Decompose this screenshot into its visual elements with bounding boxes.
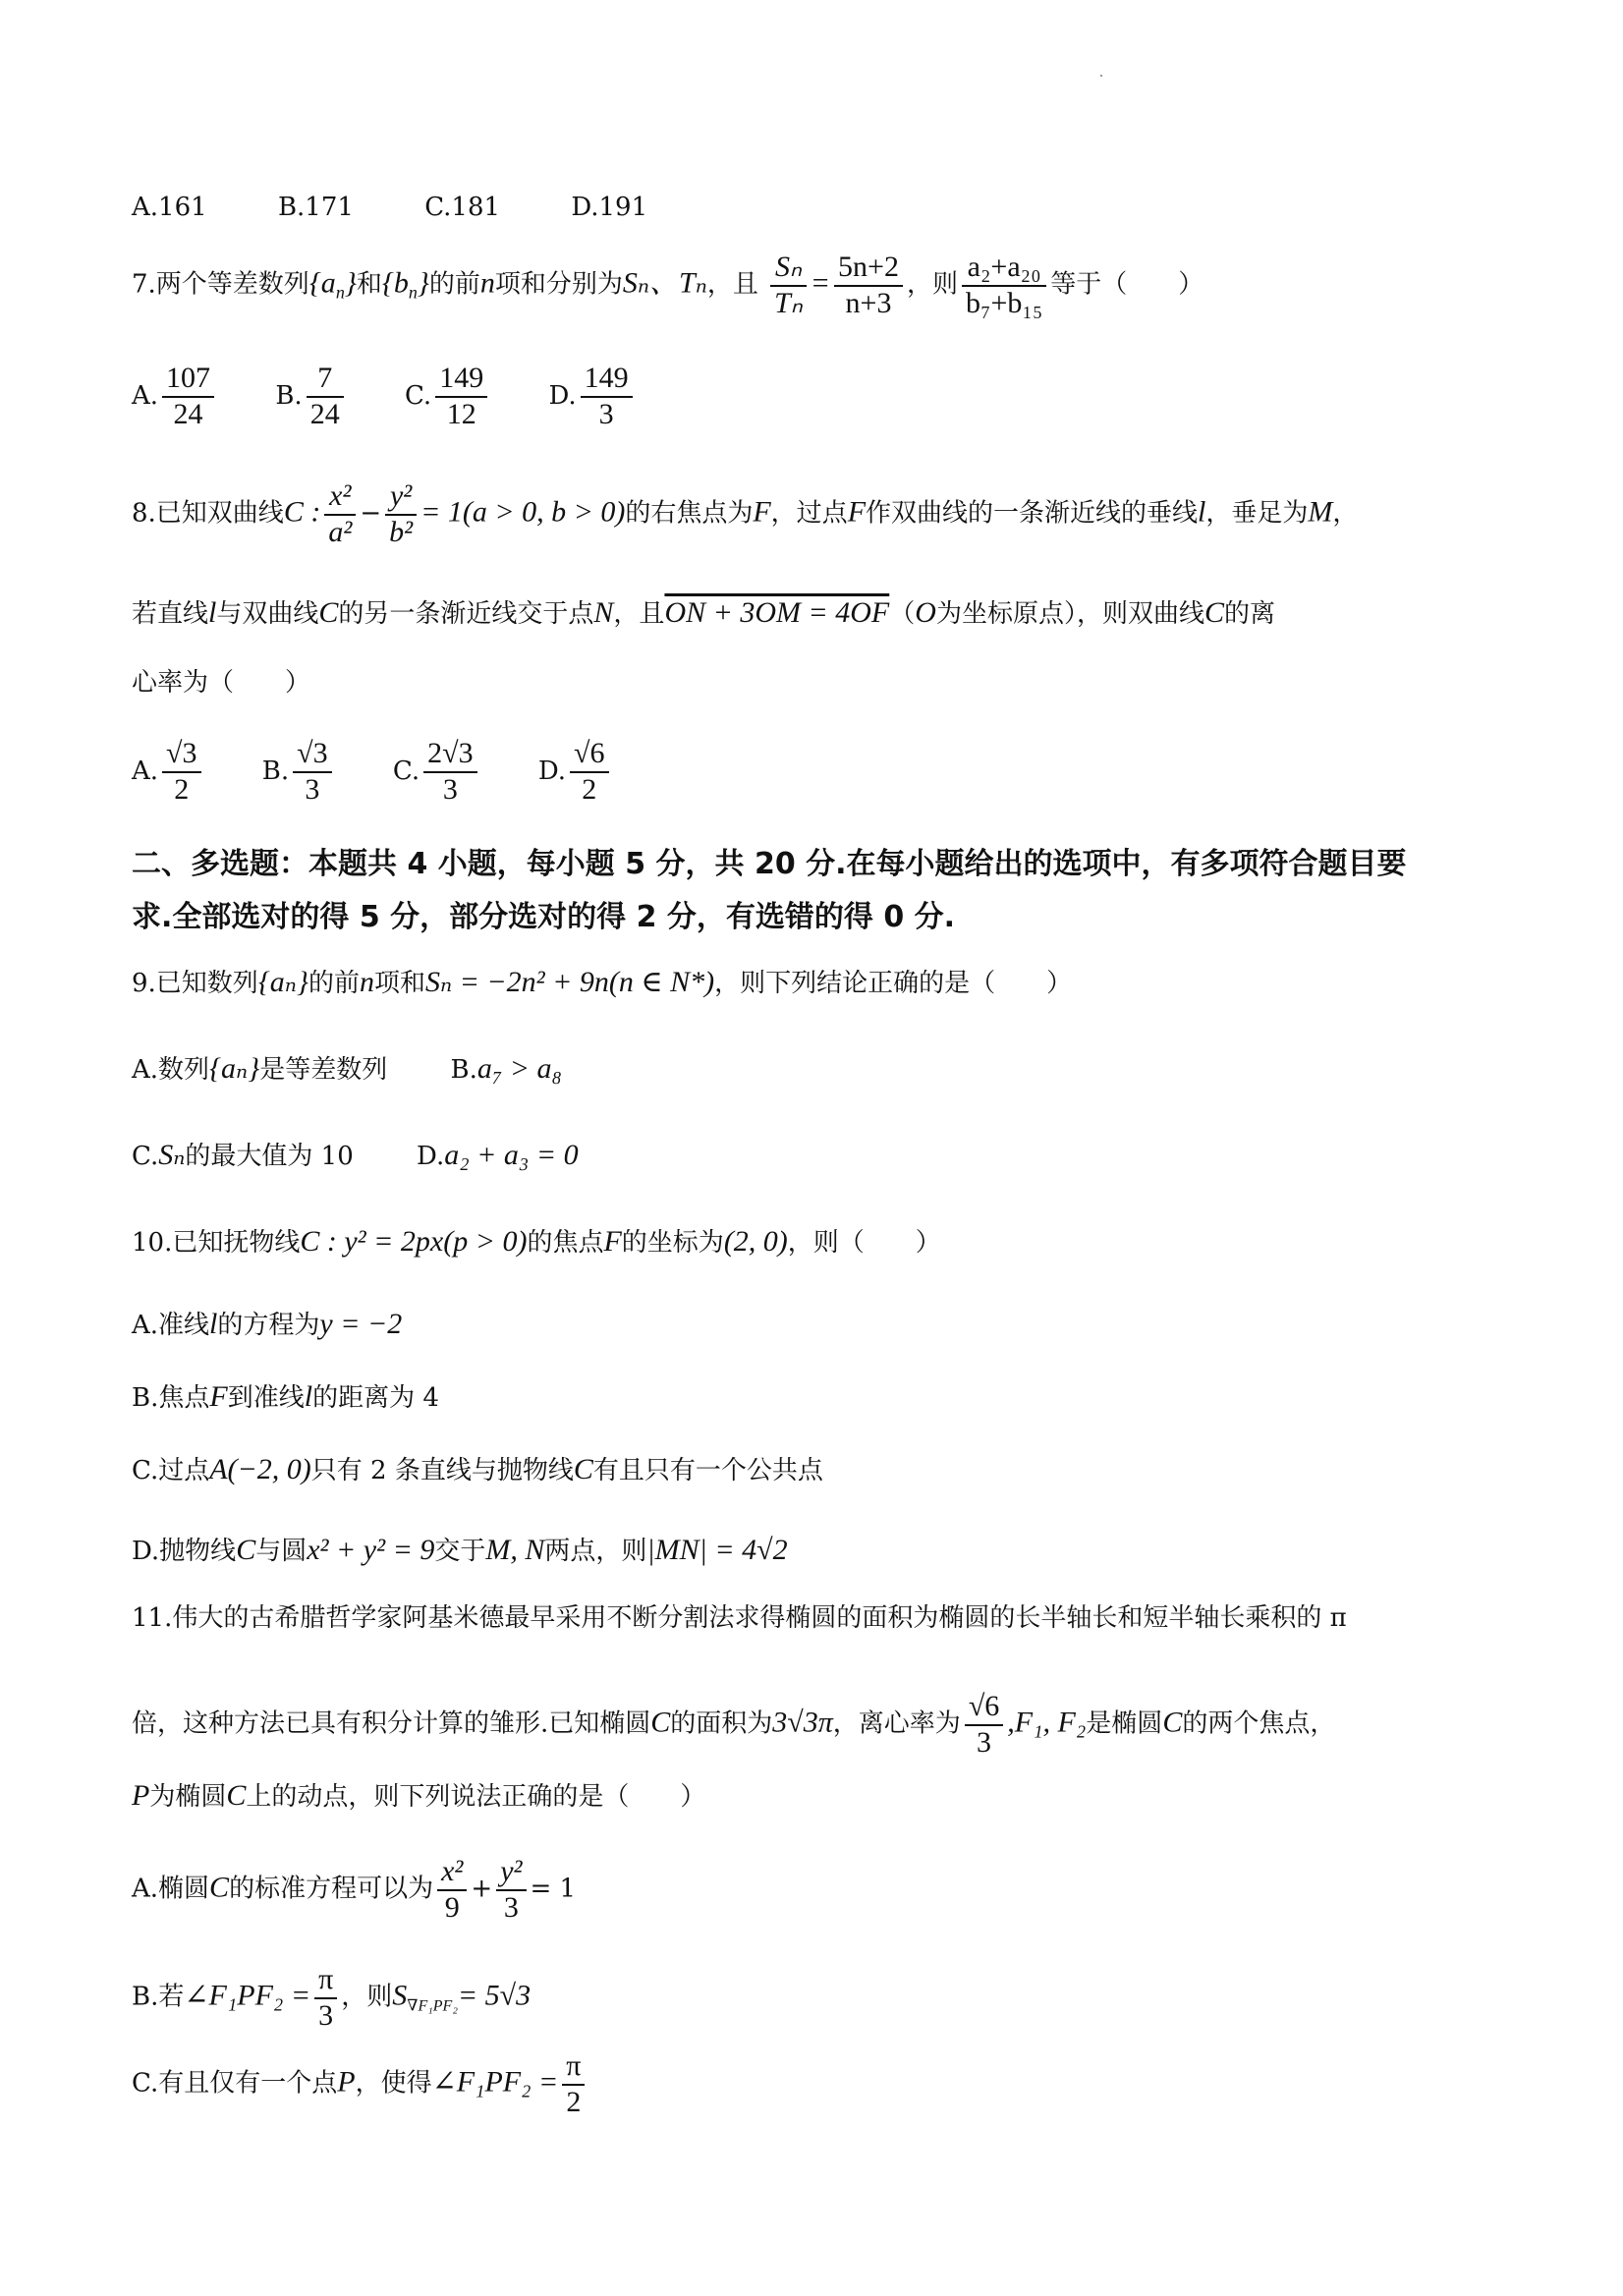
q8-option-b: B. $\frac{√3}{3}$ <box>262 756 336 786</box>
q9-options-ab <box>132 1051 562 1087</box>
q8-frac-y: $\frac{\text{y²}}{\text{b²}}$ <box>385 479 417 549</box>
q7-frac-s-t: $\frac{\text{Sₙ}}{\text{Tₙ}}$ <box>770 251 807 320</box>
q11-stem-line3: P为椭圆C上的动点，则下列说法正确的是（ ） <box>132 1779 706 1812</box>
q11-option-c: C.有且仅有一个点P，使得∠F₁PF₂ = $\frac{\pi}{2}$ <box>132 2049 588 2119</box>
q8-stem-line3: 心率为（ ） <box>132 668 311 698</box>
q9-option-a: A.数列{aₙ}是等差数列 <box>132 1052 388 1085</box>
q7-option-a: A. $\frac{107}{24}$ <box>132 381 218 411</box>
q6-option-b: B.171 <box>277 193 354 222</box>
q7-frac-target: $\frac{\text{a₂+a₂₀}}{\text{b₇+b₁₅}}$ <box>962 251 1046 320</box>
q7-stem: 7.两个等差数列$\{a_n\}$和$\{b_n\}$的前n项和分别为Sₙ、Tₙ，且 $\frac{\text{Sₙ}}{\text{Tₙ}}$ = $\frac{5n+2}{n+3}$ ，则 $\frac{\text{a₂+a₂₀}}{\text{b₇+b₁₅}}$ 等于（ ） <box>132 251 1204 319</box>
q10-option-d: D.抛物线C与圆x² + y² = 9交于M, N两点，则|MN| = 4√2 <box>132 1534 788 1566</box>
q10-option-b: B.焦点F到准线l的距离为 4 <box>132 1380 439 1413</box>
q11-stem-line1: 11.伟大的古希腊哲学家阿基米德最早采用不断分割法求得椭圆的面积为椭圆的长半轴长和短半轴长乘积的 π <box>132 1603 1347 1633</box>
q11-option-a: A.椭圆C的标准方程可以为 $\frac{\text{x²}}{9}$ + $\frac{\text{y²}}{3}$ = 1 <box>132 1855 577 1924</box>
section2-header-line2: 求.全部选对的得 5 分，部分选对的得 2 分，有选错的得 0 分. <box>132 900 956 934</box>
q9-option-d: D.a₂ + a₃ = 0 <box>417 1139 579 1171</box>
q11-stem-line2: 倍，这种方法已具有积分计算的雏形.已知椭圆C的面积为3√3π，离心率为 $\frac{√6}{3}$ ,F₁, F₂是椭圆C的两个焦点， <box>132 1690 1336 1759</box>
q10-option-c: C.过点A(−2, 0)只有 2 条直线与抛物线C有且只有一个公共点 <box>132 1453 823 1485</box>
q8-stem-line2: 若直线l与双曲线C的另一条渐近线交于点N，且ON + 3OM = 4OF（O为坐标原点），则双曲线C的离 <box>132 596 1275 629</box>
q9-stem: 9.已知数列{aₙ}的前n项和Sₙ = −2n² + 9n(n ∈ N*)，则下列结论正确的是（ ） <box>132 966 1073 998</box>
q9-option-c: C.Sₙ的最大值为 10 <box>132 1139 354 1171</box>
q7-option-c: C. $\frac{149}{12}$ <box>405 381 491 411</box>
q7-option-b: B. $\frac{7}{24}$ <box>275 381 347 411</box>
q8-stem-line1: 8.已知双曲线C : $\frac{\text{x²}}{\text{a²}}$ − $\frac{\text{y²}}{\text{b²}}$ = 1(a > 0, b > 0)的右焦点为F，过点F作双曲线的一条渐近线的垂线l，垂足为M， <box>132 479 1359 548</box>
q6-options <box>132 193 710 223</box>
q8-option-c: C. $\frac{2√3}{3}$ <box>393 756 481 786</box>
q8-option-a: A. $\frac{√3}{2}$ <box>132 756 205 786</box>
q7-option-d: D. $\frac{149}{3}$ <box>548 381 636 411</box>
q11-frac-eccentricity: $\frac{√6}{3}$ <box>965 1690 1003 1760</box>
q6-option-d: D.191 <box>571 193 648 222</box>
q6-option-c: C.181 <box>424 193 501 222</box>
q6-option-a: A.161 <box>132 193 207 222</box>
q10-stem: 10.已知抚物线C : y² = 2px(p > 0)的焦点F的坐标为(2, 0)，则（ ） <box>132 1225 941 1258</box>
section2-header-line1: 二、多选题：本题共 4 小题，每小题 5 分，共 20 分.在每小题给出的选项中，有多项符合题目要 <box>132 847 1407 881</box>
q7-frac-ratio: $\frac{5n+2}{n+3}$ <box>834 251 903 320</box>
q9-option-b: B.a₇ > a₈ <box>450 1052 562 1085</box>
q8-option-d: D. $\frac{√6}{2}$ <box>538 756 613 786</box>
q8-options <box>132 737 613 807</box>
q10-option-a: A.准线l的方程为y = −2 <box>132 1308 403 1340</box>
q11-option-b: B.若∠F₁PF₂ = $\frac{\pi}{3}$ ，则$S_{\nabla F_1PF_2}= 5√3$ <box>132 1963 532 2032</box>
speck <box>1100 75 1102 77</box>
q9-options-cd <box>132 1138 579 1173</box>
q7-options <box>132 362 637 431</box>
q8-frac-x: $\frac{\text{x²}}{\text{a²}}$ <box>324 479 356 549</box>
